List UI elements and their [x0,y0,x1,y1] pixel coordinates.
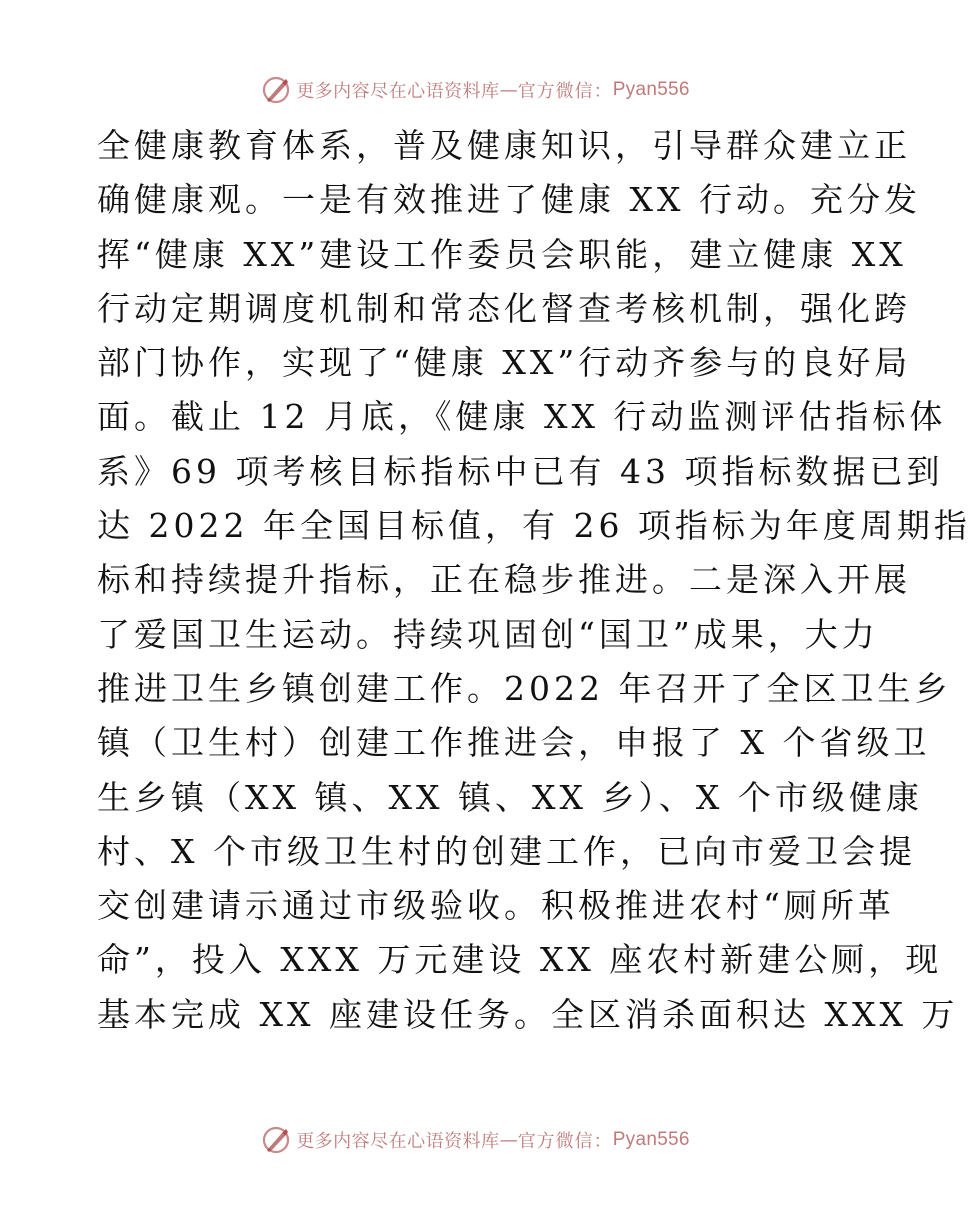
body-line: 标和持续提升指标，正在稳步推进。二是深入开展 [97,560,911,600]
header-banner [0,70,950,110]
banner-wechat-id: Pyan556 [612,79,690,100]
body-line: 推进卫生乡镇创建工作。2022 年召开了全区卫生乡 [97,668,952,708]
body-line: 了爱国卫生运动。持续巩固创“国卫”成果，大力 [97,614,879,654]
body-line: 命”，投入 XXX 万元建设 XX 座农村新建公厕，现 [97,940,943,980]
body-line: 镇（卫生村）创建工作推进会，申报了 X 个省级卫 [97,723,931,763]
document-body [97,119,971,1042]
body-line: 全健康教育体系，普及健康知识，引导群众建立正 [97,126,911,165]
footer-banner [0,1120,950,1160]
banner-official-label: 官方微信： [517,81,613,102]
body-line: 基本完成 XX 座建设任务。全区消杀面积达 XXX 万 [97,994,959,1034]
body-line: 生乡镇（XX 镇、XX 镇、XX 乡）、X 个市级健康 [97,777,923,817]
banner-official-label: 官方微信： [517,1131,613,1152]
banner-wechat-id: Pyan556 [612,1129,690,1150]
body-line: 达 2022 年全国目标值，有 26 项指标为年度周期指 [97,506,971,546]
body-line: 行动定期调度机制和常态化督查考核机制，强化跨 [97,288,911,328]
body-line: 系》69 项考核目标指标中已有 43 项指标数据已到 [97,451,944,491]
body-line: 面。截止 12 月底，《健康 XX 行动监测评估指标体 [97,397,947,437]
banner-slogan: 更多内容尽在心语资料库 [296,1131,500,1152]
banner-dash: — [499,1129,518,1151]
quill-pen-logo-icon [260,74,292,106]
body-line: 交创建请示通过市级验收。积极推进农村“厕所革 [97,886,895,926]
banner-slogan: 更多内容尽在心语资料库 [296,81,500,102]
banner-dash: — [499,79,518,101]
body-line: 村、X 个市级卫生村的创建工作，已向市爱卫会提 [97,831,916,871]
body-line: 挥“健康 XX”建设工作委员会职能，建立健康 XX [97,234,907,274]
body-line: 部门协作，实现了“健康 XX”行动齐参与的良好局 [97,343,912,383]
body-line: 确健康观。一是有效推进了健康 XX 行动。充分发 [97,180,921,220]
quill-pen-logo-icon [260,1124,292,1156]
